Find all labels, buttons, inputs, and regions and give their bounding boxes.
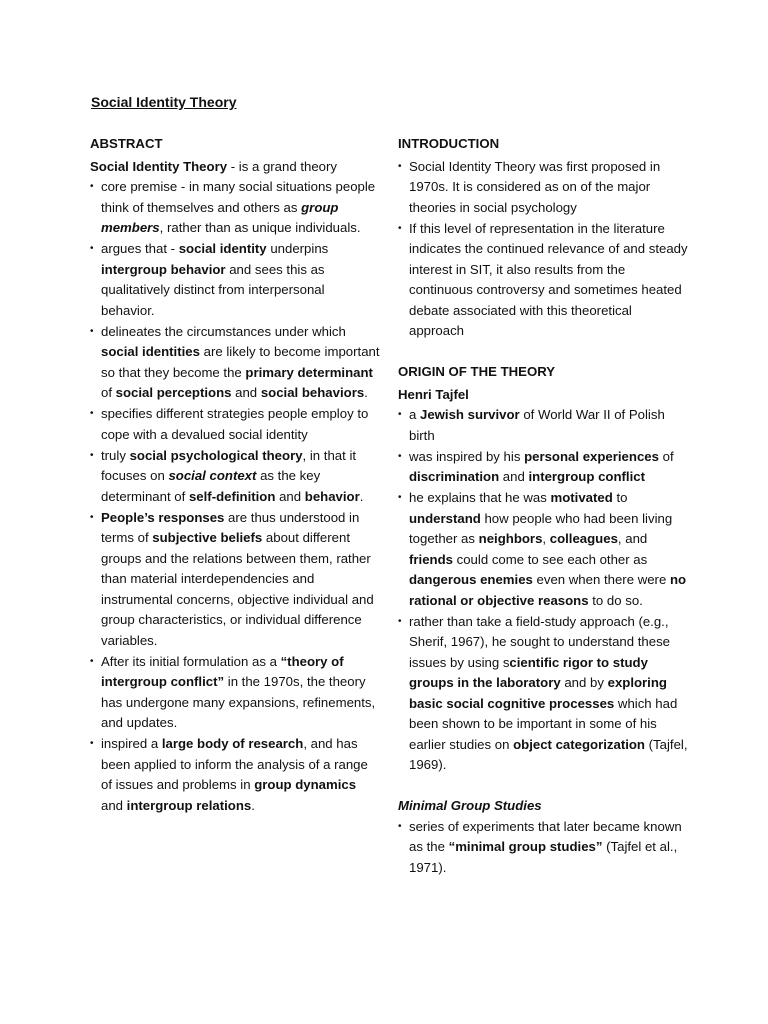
bullet-item: • series of experiments that later became known as the “minimal group studies” (Tajfel et al., 1971).	[398, 817, 690, 879]
left-column	[90, 134, 380, 817]
minimal-group-list	[398, 817, 690, 879]
lead-term: Social Identity Theory	[90, 158, 228, 174]
introduction-heading: INTRODUCTION	[398, 136, 500, 151]
bullet-item: • was inspired by his personal experiences of discrimination and intergroup conflict	[398, 447, 690, 488]
bullet-item: • inspired a large body of research, and has been applied to inform the analysis of a range of issues and problems in group dynamics and intergroup relations.	[90, 734, 380, 816]
bullet-item: • People’s responses are thus understood in terms of subjective beliefs about different groups and the relations between them, rather than material interdependencies and instrumental concerns, objective individual and group characteristics, or individual difference variables.	[90, 508, 380, 652]
bullet-item: • specifies different strategies people employ to cope with a devalued social identity	[90, 404, 380, 445]
lead-rest: - is a grand theory	[227, 158, 337, 174]
right-column	[398, 134, 690, 879]
bullet-item: • delineates the circumstances under which social identities are likely to become important so that they become the primary determinant of social perceptions and social behaviors.	[90, 322, 380, 404]
bullet-item: • rather than take a field-study approach (e.g., Sherif, 1967), he sought to understand these issues by using scientific rigor to study groups in the laboratory and by exploring basic social cognitive processes which had been shown to be important in some of his earlier studies on object categorization (Tajfel, 1969).	[398, 612, 690, 776]
bullet-item: • core premise - in many social situations people think of themselves and others as group members, rather than as unique individuals.	[90, 177, 380, 239]
bullet-item: • Social Identity Theory was first proposed in 1970s. It is considered as on of the major theories in social psychology	[398, 157, 690, 219]
minimal-group-heading: Minimal Group Studies	[398, 798, 542, 813]
bullet-item: • a Jewish survivor of World War II of Polish birth	[398, 405, 690, 446]
origin-list	[398, 405, 690, 776]
bullet-item: • truly social psychological theory, in that it focuses on social context as the key determinant of self-definition and behavior.	[90, 446, 380, 508]
bullet-item: • argues that - social identity underpins intergroup behavior and sees this as qualitatively distinct from interpersonal behavior.	[90, 239, 380, 321]
bullet-item: • After its initial formulation as a “theory of intergroup conflict” in the 1970s, the theory has undergone many expansions, refinements, and updates.	[90, 652, 380, 734]
introduction-list	[398, 157, 690, 342]
origin-heading: ORIGIN OF THE THEORY	[398, 364, 556, 379]
origin-subheading: Henri Tajfel	[398, 386, 469, 402]
document-title: Social Identity Theory	[91, 94, 237, 110]
abstract-heading: ABSTRACT	[90, 136, 163, 151]
bullet-item: • he explains that he was motivated to understand how people who had been living together as neighbors, colleagues, and friends could come to see each other as dangerous enemies even when there were no rational or objective reasons to do so.	[398, 488, 690, 611]
abstract-lead	[90, 157, 380, 178]
bullet-item: • If this level of representation in the literature indicates the continued relevance of and steady interest in SIT, it also results from the continuous controversy and sometimes heated debate associated with this theoretical approach	[398, 219, 690, 342]
abstract-list	[90, 177, 380, 816]
